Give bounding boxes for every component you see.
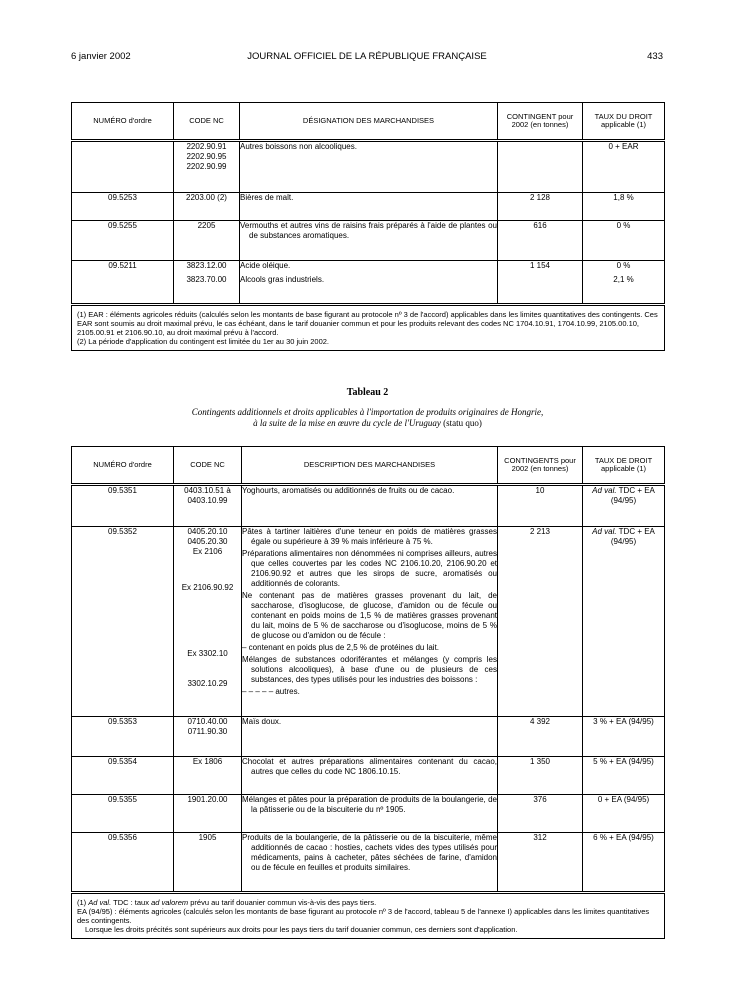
code-cell: [174, 717, 242, 757]
taux-cell: [583, 261, 665, 305]
contingent-cell: 312: [498, 833, 583, 893]
col-header-taux: TAUX DU DROIT applicable (1): [583, 103, 665, 141]
description-text: Pâtes à tartiner laitières d'une teneur en poids de matières grasses égale ou supérieure à 39 % mais inférieure à 75 %.: [242, 527, 497, 546]
page-header: [71, 51, 663, 65]
taux-line2: (94/95): [610, 496, 637, 505]
table-row: [72, 485, 665, 527]
footnote: (1) Ad val. TDC : taux ad valorem prévu au tarif douanier commun vis-à-vis des pays tiers.: [77, 898, 377, 907]
footnote: (1) EAR : éléments agricoles réduits (calculés selon les montants de base figurant au protocole nº 3 de l'accord) applicables dans les limites quantitatives des contingents. Ces EAR sont soumis au droit maximal prévu, le cas échéant, dans le tarif douanier commun et pour les produits relevant des codes NC 1704.10.91, 1704.10.99, 2105.00.10, 2105.00.91 et 2106.90.10, au droit maximal prévu à l'accord.: [77, 310, 658, 337]
table-row: [72, 193, 665, 221]
designation-cell: Autres boissons non alcooliques.: [240, 141, 498, 193]
code-cell: [174, 141, 240, 193]
code-cell: [174, 527, 242, 717]
subtitle-line-2: à la suite de la mise en œuvre du cycle de l'Uruguay: [253, 418, 441, 428]
description-cell: [242, 795, 498, 833]
code-cell: [174, 261, 240, 305]
table-row: [72, 795, 665, 833]
table-row: [72, 261, 665, 305]
col-header-designation: DÉSIGNATION DES MARCHANDISES: [240, 103, 498, 141]
designation-text: Alcools gras industriels.: [240, 275, 325, 284]
description-cell: Yoghourts, aromatisés ou additionnés de fruits ou de cacao.: [242, 485, 498, 527]
description-text: Chocolat et autres préparations alimentaires contenant du cacao, autres que celles du code NC 1806.10.15.: [242, 757, 497, 776]
footnote: (2) La période d'application du contingent est limitée du 1er au 30 juin 2002.: [77, 337, 330, 346]
numero-cell: 09.5356: [72, 833, 174, 893]
code-value: 3823.70.00: [186, 275, 227, 284]
col-header-code: CODE NC: [174, 103, 240, 141]
description-text: – contenant en poids plus de 2,5 % de protéines du lait.: [242, 643, 440, 652]
contingent-cell: 1 350: [498, 757, 583, 795]
table-row: [72, 221, 665, 261]
table-row: [72, 833, 665, 893]
table-1: [71, 102, 665, 351]
taux-rest: TDC + EA: [616, 486, 655, 495]
col-header-contingent: CONTINGENT pour 2002 (en tonnes): [498, 103, 583, 141]
numero-cell: 09.5352: [72, 527, 174, 717]
taux-cell: 3 % + EA (94/95): [583, 717, 665, 757]
contingent-cell: 1 154: [498, 261, 583, 305]
table-row: [72, 527, 665, 717]
footnote: Lorsque les droits précités sont supérieurs aux droits pour les pays tiers du tarif douanier commun, ces derniers sont d'application.: [85, 925, 518, 934]
col-header-code: CODE NC: [174, 447, 242, 485]
code-value: 2202.90.99: [186, 162, 227, 171]
page-number: 433: [647, 51, 663, 62]
table-2-footnotes: [72, 893, 665, 939]
subtitle-line-1: Contingents additionnels et droits applicables à l'importation de produits originaires de Hongrie,: [191, 407, 544, 417]
description-cell: Maïs doux.: [242, 717, 498, 757]
designation-cell: [240, 221, 498, 261]
subtitle-statu-quo: (statu quo): [443, 418, 482, 428]
taux-cell: 5 % + EA (94/95): [583, 757, 665, 795]
designation-cell: Bières de malt.: [240, 193, 498, 221]
numero-cell: 09.5354: [72, 757, 174, 795]
designation-text: Acide oléique.: [240, 261, 291, 270]
taux-line2: (94/95): [610, 537, 637, 546]
code-cell: Ex 1806: [174, 757, 242, 795]
description-text: Mélanges de substances odoriférantes et mélanges (y compris les solutions alcooliques), à base d'une ou de plusieurs de ces substances, des types utilisés pour les industries des boissons :: [242, 655, 497, 684]
numero-cell: 09.5351: [72, 485, 174, 527]
code-value: 0710.40.00: [187, 717, 228, 726]
table-2: [71, 446, 665, 939]
code-value: 3302.10.29: [187, 679, 228, 688]
contingent-cell: 2 128: [498, 193, 583, 221]
taux-cell: [583, 527, 665, 717]
description-text: Produits de la boulangerie, de la pâtisserie ou de la biscuiterie, même additionnés de cacao : hosties, cachets vides des types utilisés pour médicaments, pains à cacheter, pâtes séchées de farine, d'amidon ou de fécule en feuilles et produits similaires.: [242, 833, 497, 872]
contingent-cell: 376: [498, 795, 583, 833]
code-value: 2202.90.91: [186, 142, 227, 151]
designation-text: Vermouths et autres vins de raisins frais préparés à l'aide de plantes ou de substances aromatiques.: [240, 221, 497, 240]
code-cell: [174, 485, 242, 527]
code-value: Ex 3302.10: [187, 649, 228, 658]
code-value: Ex 2106: [192, 547, 223, 556]
code-value: Ex 2106.90.92: [181, 583, 234, 592]
description-cell: [242, 527, 498, 717]
col-header-contingents: CONTINGENTS pour 2002 (en tonnes): [498, 447, 583, 485]
taux-cell: 0 + EAR: [583, 141, 665, 193]
description-cell: [242, 833, 498, 893]
table-row: [72, 141, 665, 193]
code-value: 0403.10.51 à: [184, 486, 231, 495]
code-value: 0711.90.30: [187, 727, 228, 736]
journal-title: JOURNAL OFFICIEL DE LA RÉPUBLIQUE FRANÇAISE: [247, 51, 487, 62]
header-date: 6 janvier 2002: [71, 51, 131, 62]
numero-cell: 09.5355: [72, 795, 174, 833]
designation-cell: [240, 261, 498, 305]
taux-cell: 0 + EA (94/95): [583, 795, 665, 833]
col-header-numero: NUMÉRO d'ordre: [72, 103, 174, 141]
taux-cell: 6 % + EA (94/95): [583, 833, 665, 893]
numero-cell: 09.5353: [72, 717, 174, 757]
description-text: Mélanges et pâtes pour la préparation de produits de la boulangerie, de la pâtisserie ou de la biscuiterie du nº 1905.: [242, 795, 497, 814]
code-value: 3823.12.00: [186, 261, 227, 270]
contingent-cell: 616: [498, 221, 583, 261]
contingent-cell: 4 392: [498, 717, 583, 757]
taux-italic: Ad val.: [592, 486, 617, 495]
code-value: 0405.20.10: [187, 527, 228, 536]
col-header-taux: TAUX DE DROIT applicable (1): [583, 447, 665, 485]
code-value: 0403.10.99: [187, 496, 228, 505]
code-cell: 2203.00 (2): [174, 193, 240, 221]
table-1-footnotes: [72, 305, 665, 351]
contingent-cell: 2 213: [498, 527, 583, 717]
numero-cell: 09.5211: [72, 261, 174, 305]
table-row: [72, 717, 665, 757]
table-2-title: Tableau 2: [346, 387, 389, 398]
code-cell: 1901.20.00: [174, 795, 242, 833]
taux-cell: [583, 485, 665, 527]
code-cell: 1905: [174, 833, 242, 893]
footnote: EA (94/95) : éléments agricoles (calculés selon les montants de base figurant au protocole nº 3 de l'accord, tableau 5 de l'annexe I) applicables dans les limites quantitatives des contingents.: [77, 907, 650, 925]
numero-cell: 09.5253: [72, 193, 174, 221]
taux-value: 0 %: [616, 261, 631, 270]
col-header-numero: NUMÉRO d'ordre: [72, 447, 174, 485]
col-header-description: DESCRIPTION DES MARCHANDISES: [242, 447, 498, 485]
contingent-cell: [498, 141, 583, 193]
numero-cell: [72, 141, 174, 193]
description-text: Préparations alimentaires non dénommées ni comprises ailleurs, autres que celles couvertes par les codes NC 2106.10.20, 2106.90.20 et 2106.90.92 et autres que les sirops de sucre, aromatisés ou additionnés de colorants.: [242, 549, 497, 588]
table-2-subtitle: [120, 407, 615, 429]
code-value: 2202.90.95: [186, 152, 227, 161]
taux-italic: Ad val.: [592, 527, 617, 536]
code-cell: 2205: [174, 221, 240, 261]
taux-cell: 1,8 %: [583, 193, 665, 221]
description-cell: [242, 757, 498, 795]
description-text: – – – – – autres.: [242, 687, 300, 696]
contingent-cell: 10: [498, 485, 583, 527]
taux-value: 2,1 %: [613, 275, 634, 284]
taux-cell: 0 %: [583, 221, 665, 261]
code-value: 0405.20.30: [187, 537, 228, 546]
table-row: [72, 757, 665, 795]
taux-rest: TDC + EA: [616, 527, 655, 536]
description-text: Ne contenant pas de matières grasses provenant du lait, de saccharose, d'isoglucose, de glucose, d'amidon ou de fécule ou contenant en poids moins de 1,5 % de matières grasses provenant du lait, moins de 5 % de saccharose ou d'isoglucose, moins de 5 % de glucose ou d'amidon ou de fécule :: [242, 591, 497, 640]
numero-cell: 09.5255: [72, 221, 174, 261]
